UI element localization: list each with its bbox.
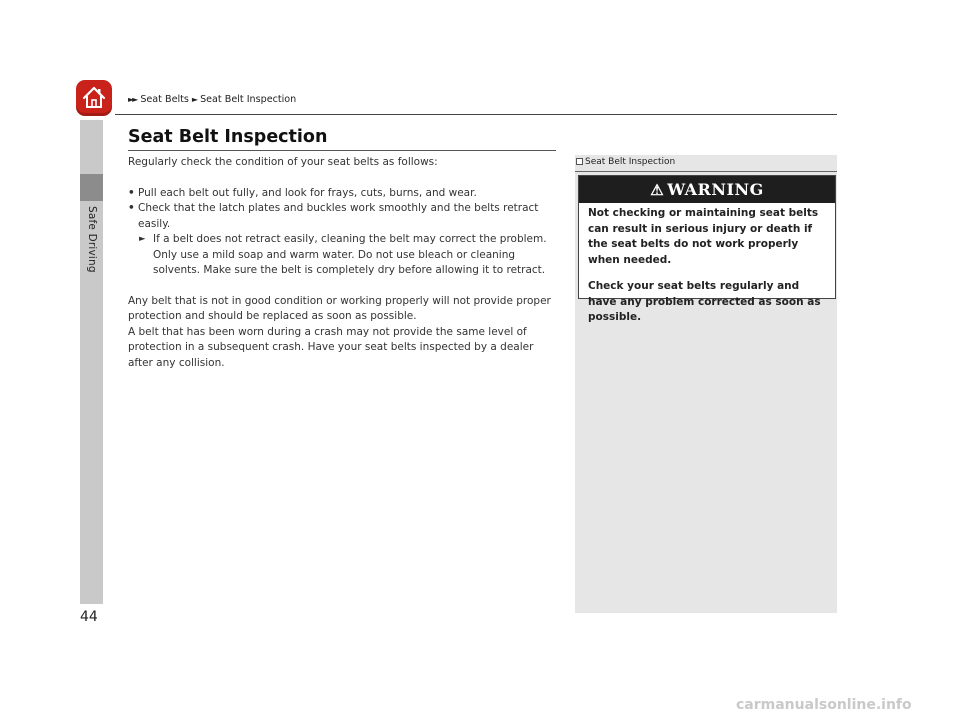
list-item <box>128 186 560 202</box>
page-title: Seat Belt Inspection <box>128 127 328 147</box>
warning-box <box>578 175 836 323</box>
intro-text: Regularly check the condition of your seat belts as follows: <box>128 156 438 168</box>
warning-text: Check your seat belts regularly and have any problem corrected as soon as possible. <box>588 280 821 323</box>
bullet-icon: • <box>128 202 135 214</box>
breadcrumb-arrow-icon: ►► <box>128 95 137 104</box>
breadcrumb-item-seat-belts[interactable]: Seat Belts <box>140 94 189 105</box>
section-label: Safe Driving <box>86 206 98 273</box>
title-divider <box>128 150 556 151</box>
warning-title: WARNING <box>667 180 764 199</box>
list-item-text: Pull each belt out fully, and look for frays, cuts, burns, and wear. <box>138 186 477 199</box>
main-content <box>128 155 560 371</box>
header-divider <box>115 114 837 115</box>
warning-text: Not checking or maintaining seat belts can result in serious injury or death if the seat belts do not work properly when needed. <box>588 207 819 266</box>
breadcrumb <box>128 94 296 105</box>
paragraph: Any belt that is not in good condition or working properly will not provide proper protection and should be replaced as soon as possible. <box>128 294 551 322</box>
home-button[interactable] <box>76 80 112 116</box>
list-item <box>128 201 560 232</box>
warning-header <box>579 176 835 203</box>
breadcrumb-item-current: Seat Belt Inspection <box>200 94 297 105</box>
page-number: 44 <box>80 609 98 625</box>
sidebar-tab-active[interactable] <box>80 174 103 201</box>
side-note-title: Seat Belt Inspection <box>585 157 676 167</box>
sub-note <box>128 232 560 279</box>
bullet-icon: • <box>128 186 135 199</box>
paragraph: A belt that has been worn during a crash may not provide the same level of protection in a subsequent crash. Have your seat belts inspected by a dealer after any collision. <box>128 325 534 369</box>
home-icon <box>81 85 107 111</box>
side-note-header <box>575 157 837 172</box>
warning-triangle-icon: ⚠ <box>650 181 665 199</box>
breadcrumb-arrow-icon: ► <box>191 95 199 104</box>
sub-note-text: If a belt does not retract easily, cleaning the belt may correct the problem. Only use a mild soap and warm water. Do not use bleach or cleaning solvents. Make sure the belt is completely dry before allowing it to retract. <box>153 233 547 276</box>
watermark: carmanualsonline.info <box>736 697 912 713</box>
list-item-text: Check that the latch plates and buckles work smoothly and the belts retract easily. <box>138 202 539 230</box>
warning-body <box>579 203 835 326</box>
note-marker-icon <box>576 158 583 165</box>
sidebar-tab-bar <box>80 120 103 174</box>
arrow-icon: ► <box>139 234 146 244</box>
